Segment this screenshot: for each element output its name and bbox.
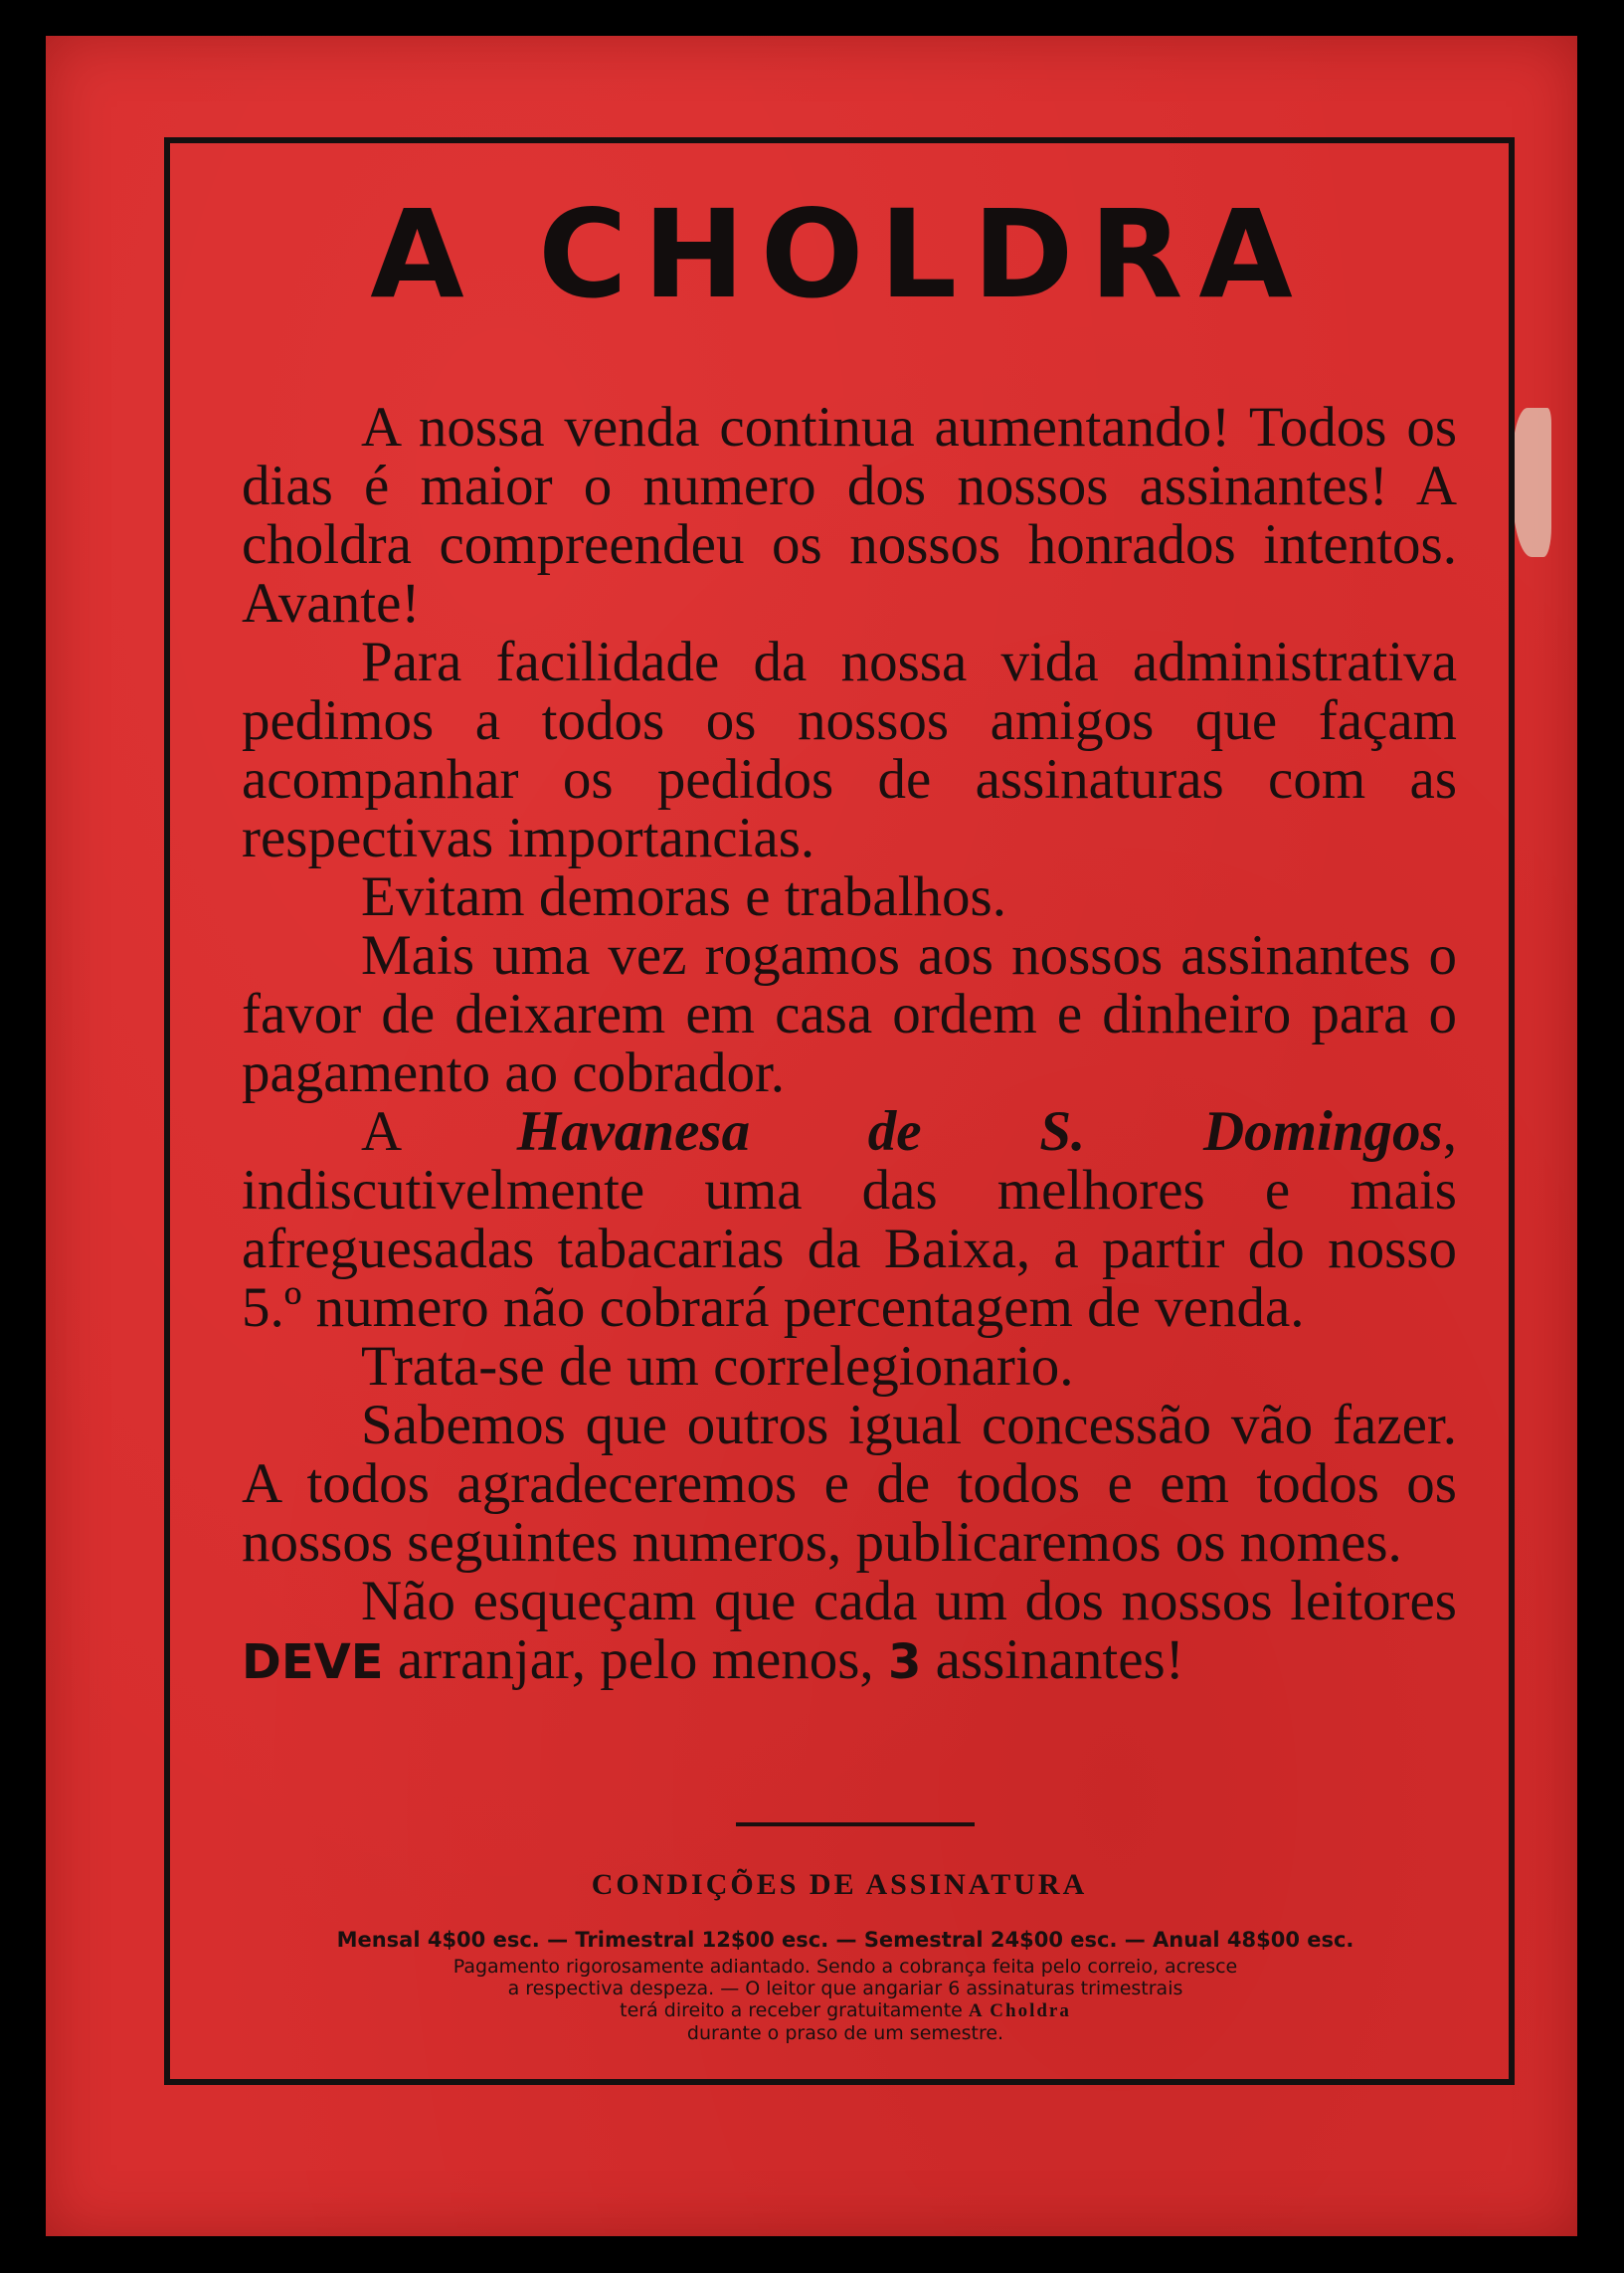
paragraph-6: Sabemos que outros igual concessão vão fazer. A todos agradeceremos e de todos e em todos os nossos seguintes numeros, publicaremos os nomes. <box>242 1394 1457 1574</box>
paragraph-havanesa <box>242 1102 1457 1337</box>
terms-line-4: durante o praso de um semestre. <box>686 2022 1004 2044</box>
closing-mid: arranjar, pelo menos, <box>383 1628 888 1691</box>
paragraph-4: Mais uma vez rogamos aos nossos assinantes o favor de deixarem em casa ordem e dinheiro para o pagamento ao cobrador. <box>242 924 1457 1104</box>
terms-brand: A Choldra <box>968 2000 1071 2021</box>
page-title: A CHOLDRA <box>370 184 1309 325</box>
terms-line-3-text: terá direito a receber gratuitamente <box>620 1999 969 2021</box>
havanesa-pre: A <box>361 1100 517 1163</box>
subscription-terms <box>298 1956 1392 2044</box>
paragraph-3: Evitam demoras e trabalhos. <box>361 865 1006 928</box>
torn-edge <box>1512 408 1551 557</box>
closing-pre: Não esqueçam que cada um dos nossos leitores <box>361 1570 1457 1632</box>
paragraph-closing <box>242 1572 1457 1692</box>
conditions-heading: CONDIÇÕES DE ASSINATURA <box>591 1868 1088 1901</box>
closing-post: assinantes! <box>921 1628 1184 1691</box>
subscription-prices: Mensal 4$00 esc. — Trimestral 12$00 esc. — Semestral 24$00 esc. — Anual 48$00 esc. <box>336 1928 1354 1952</box>
havanesa-post: , indiscutivelmente uma das melhores e mais afreguesadas tabacarias da Baixa, a partir do nosso 5.º numero não cobrará percentagem de venda. <box>242 1100 1457 1339</box>
paragraph-1: A nossa venda continua aumentando! Todos os dias é maior o numero dos nossos assinantes! A choldra compreendeu os nossos honrados intentos. Avante! <box>242 396 1457 635</box>
terms-line-2: a respectiva despeza. — O leitor que angariar 6 assinaturas trimestrais <box>507 1978 1183 1999</box>
closing-three: 3 <box>887 1634 922 1690</box>
paragraph-2: Para facilidade da nossa vida administrativa pedimos a todos os nossos amigos que façam acompanhar os pedidos de assinaturas com as respectivas importancias. <box>242 631 1457 869</box>
section-divider <box>736 1822 975 1826</box>
paragraph-5: Trata-se de um correlegionario. <box>361 1335 1074 1398</box>
article-body <box>242 398 1457 1692</box>
terms-line-3 <box>298 1999 1392 2022</box>
closing-deve: DEVE <box>242 1634 384 1690</box>
terms-line-1: Pagamento rigorosamente adiantado. Sendo a cobrança feita pelo correio, acresce <box>452 1956 1238 1978</box>
havanesa-name: Havanesa de S. Domingos <box>516 1100 1443 1163</box>
